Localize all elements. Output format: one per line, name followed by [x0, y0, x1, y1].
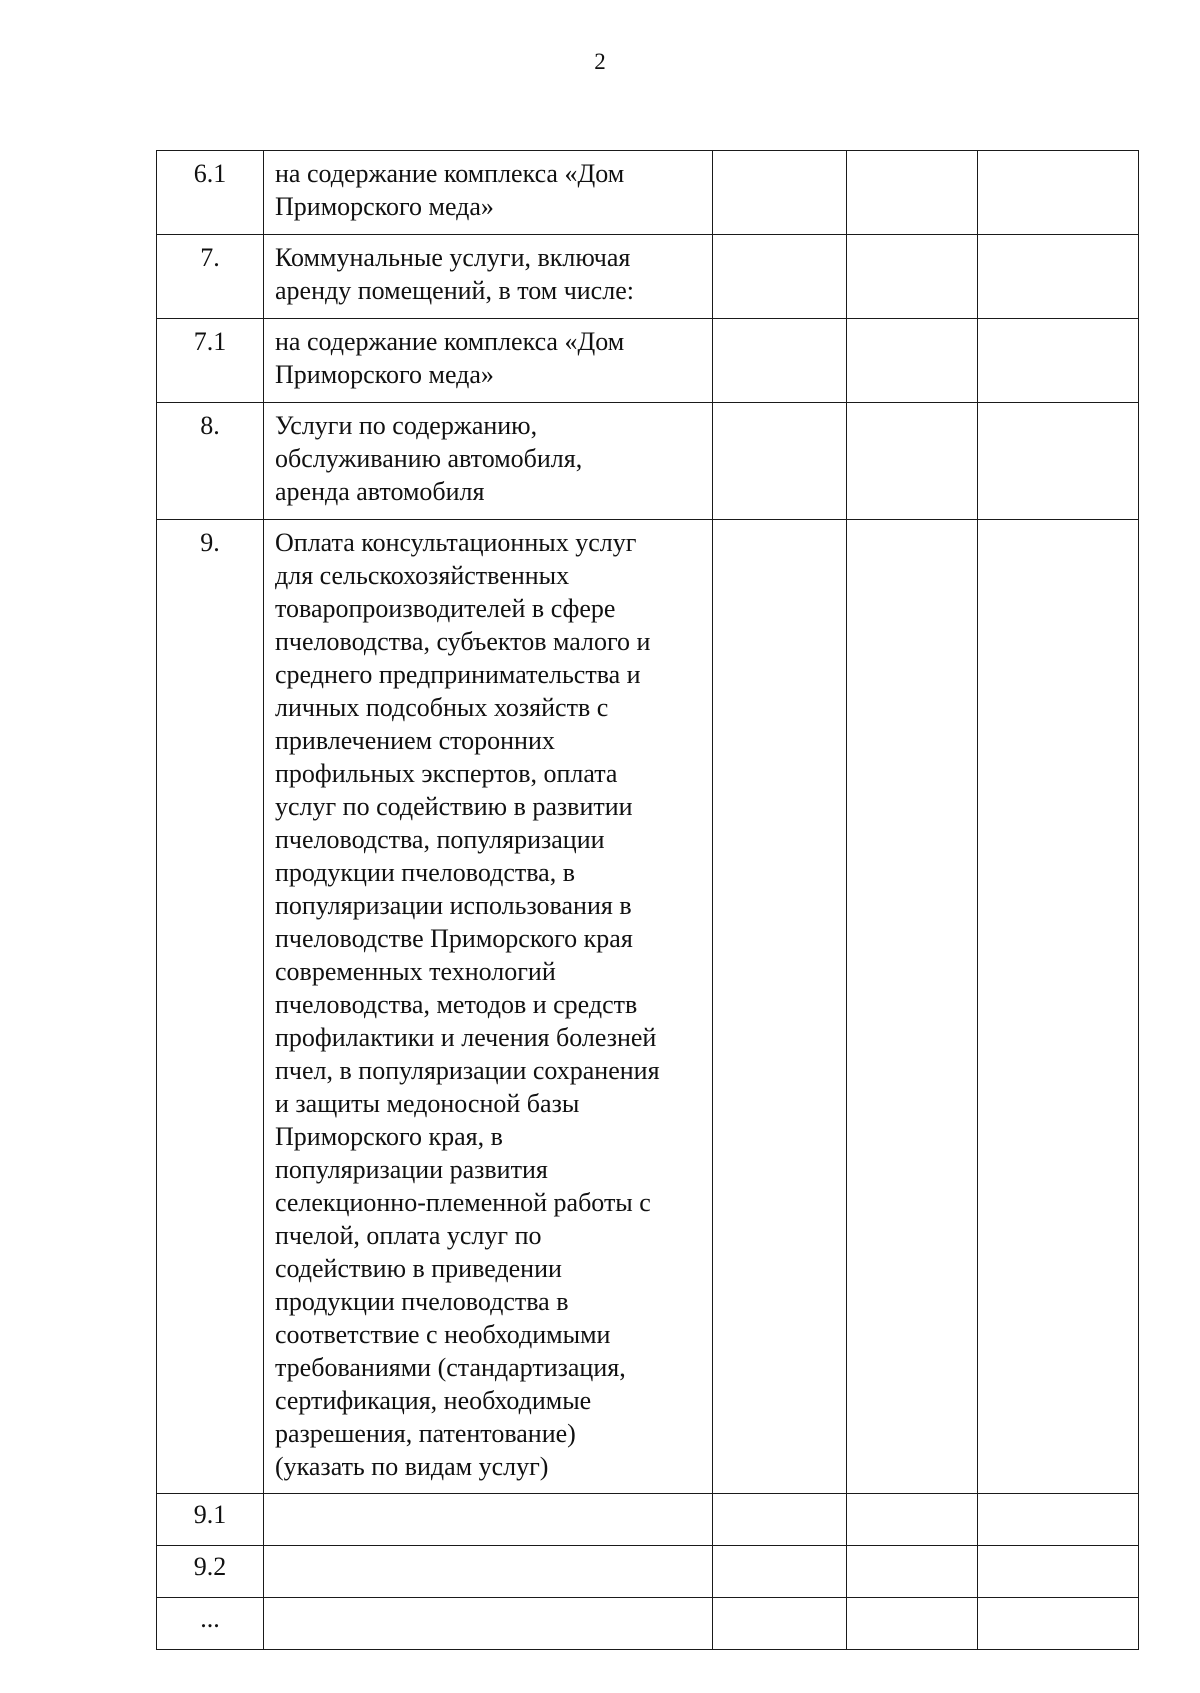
row-number: 7.	[157, 235, 264, 319]
row-description	[264, 1494, 713, 1546]
row-description-text: на содержание комплекса «Дом Приморского меда»	[275, 159, 625, 221]
expense-table	[156, 150, 1139, 1650]
table-row	[157, 151, 1139, 235]
table-row	[157, 235, 1139, 319]
row-description	[264, 319, 713, 403]
value-cell	[978, 151, 1139, 235]
row-number: 9.	[157, 520, 264, 1494]
value-cell	[978, 1494, 1139, 1546]
page-number: 2	[594, 49, 606, 74]
table-row	[157, 520, 1139, 1494]
table-row	[157, 1598, 1139, 1650]
row-description	[264, 403, 713, 520]
row-description	[264, 151, 713, 235]
table-row	[157, 403, 1139, 520]
value-cell	[713, 1546, 847, 1598]
row-number: ...	[157, 1598, 264, 1650]
value-cell	[978, 1598, 1139, 1650]
value-cell	[847, 1598, 978, 1650]
value-cell	[713, 151, 847, 235]
value-cell	[713, 1494, 847, 1546]
row-description	[264, 520, 713, 1494]
row-description	[264, 1598, 713, 1650]
value-cell	[978, 1546, 1139, 1598]
row-description-text: Коммунальные услуги, включая аренду помещений, в том числе:	[275, 243, 634, 305]
value-cell	[847, 1494, 978, 1546]
row-description-text: на содержание комплекса «Дом Приморского меда»	[275, 327, 625, 389]
value-cell	[713, 1598, 847, 1650]
table-row	[157, 319, 1139, 403]
value-cell	[713, 403, 847, 520]
value-cell	[713, 319, 847, 403]
value-cell	[847, 235, 978, 319]
row-number: 6.1	[157, 151, 264, 235]
table-row	[157, 1546, 1139, 1598]
value-cell	[847, 520, 978, 1494]
table-row	[157, 1494, 1139, 1546]
row-description	[264, 235, 713, 319]
value-cell	[713, 235, 847, 319]
row-number: 9.2	[157, 1546, 264, 1598]
row-description-text: Услуги по содержанию, обслуживанию автомобиля, аренда автомобиля	[275, 411, 583, 506]
row-description-text: Оплата консультационных услуг для сельскохозяйственных товаропроизводителей в сфере пчеловодства, субъектов малого и среднего предпринимательства и личных подсобных хозяйств с привлечением сторонних профильных экспертов, оплата услуг по содействию в развитии пчеловодства, популяризации продукции пчеловодства, в популяризации использования в пчеловодстве Приморского края современных технологий пчеловодства, методов и средств профилактики и лечения болезней пчел, в популяризации сохранения и защиты медоносной базы Приморского края, в популяризации развития селекционно-племенной работы с пчелой, оплата услуг по содействию в приведении продукции пчеловодства в соответствие с необходимыми требованиями (стандартизация, сертификация, необходимые разрешения, патентование) (указать по видам услуг)	[275, 528, 660, 1481]
value-cell	[847, 319, 978, 403]
value-cell	[978, 235, 1139, 319]
row-number: 7.1	[157, 319, 264, 403]
row-description	[264, 1546, 713, 1598]
value-cell	[847, 151, 978, 235]
row-number: 8.	[157, 403, 264, 520]
row-number: 9.1	[157, 1494, 264, 1546]
value-cell	[847, 1546, 978, 1598]
value-cell	[978, 403, 1139, 520]
value-cell	[978, 520, 1139, 1494]
value-cell	[847, 403, 978, 520]
value-cell	[978, 319, 1139, 403]
value-cell	[713, 520, 847, 1494]
